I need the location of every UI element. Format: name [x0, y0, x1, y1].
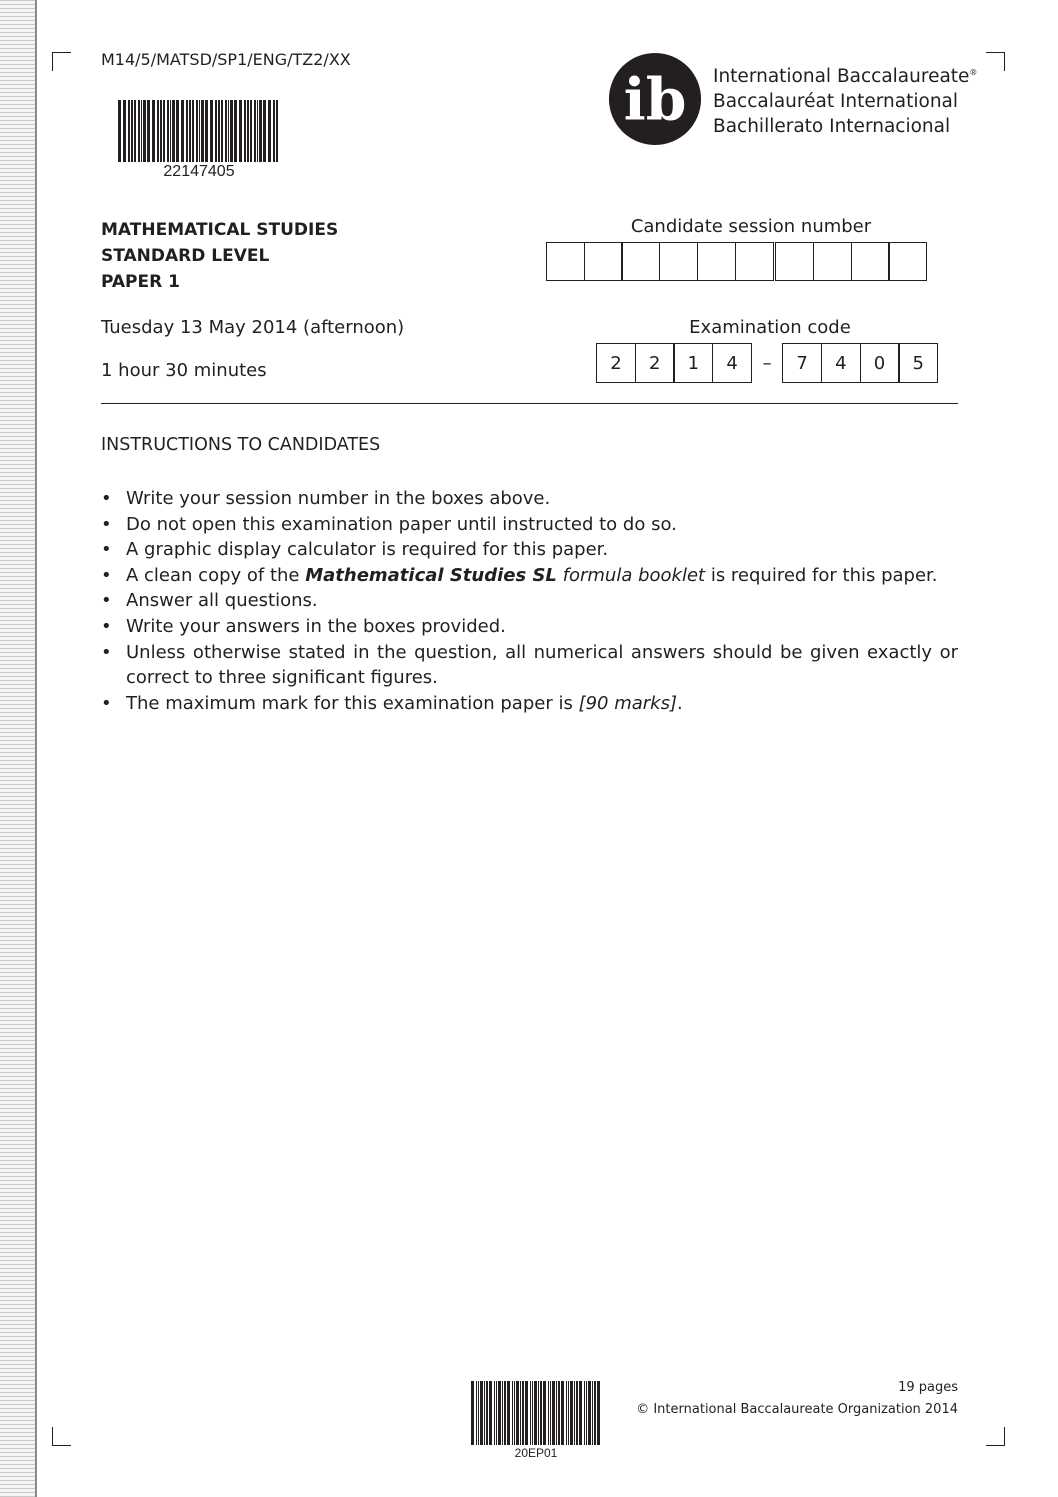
max-marks: [90 marks] [578, 692, 677, 714]
barcode-bar [176, 100, 179, 162]
barcode-bar [570, 1381, 573, 1445]
barcode-bar [215, 100, 217, 162]
barcode-bar [234, 100, 237, 162]
subject-block [101, 217, 338, 295]
session-digit-box[interactable] [546, 242, 585, 281]
barcode-bar [480, 1381, 483, 1445]
registered-mark: ® [969, 68, 978, 77]
organization-name-french: Baccalauréat International [713, 91, 959, 113]
barcode-bar [170, 100, 171, 162]
barcode-bar [221, 100, 223, 162]
barcode-bar [199, 100, 200, 162]
exam-code-separator: – [762, 352, 772, 374]
exam-code-digit: 5 [898, 343, 938, 383]
crop-mark-bottom-left [52, 1427, 71, 1446]
barcode-bar [167, 100, 169, 162]
candidate-session-boxes [546, 242, 926, 281]
barcode-bar [225, 100, 227, 162]
session-digit-box[interactable] [851, 242, 890, 281]
barcode-bar [574, 1381, 575, 1445]
instruction-item: • Do not open this examination paper until instructed to do so. [101, 512, 958, 538]
barcode-bar [514, 1381, 515, 1445]
barcode-bar [540, 1381, 542, 1445]
top-barcode [118, 100, 280, 162]
exam-code-digit: 4 [821, 343, 861, 383]
exam-code-digit: 1 [673, 343, 713, 383]
barcode-bar [141, 100, 142, 162]
paper-reference: M14/5/MATSD/SP1/ENG/TZ2/XX [101, 50, 351, 69]
barcode-bar [250, 100, 252, 162]
exam-code-digit: 2 [635, 343, 675, 383]
barcode-bar [131, 100, 133, 162]
examination-code-boxes [596, 343, 937, 383]
barcode-bar [189, 100, 191, 162]
barcode-bar [561, 1381, 564, 1445]
barcode-bar [276, 100, 278, 162]
instruction-item: • Write your session number in the boxes above. [101, 486, 958, 512]
session-digit-box[interactable] [813, 242, 852, 281]
subject-name: MATHEMATICAL STUDIES [101, 220, 339, 240]
crop-mark-bottom-right [986, 1427, 1005, 1446]
barcode-bar [230, 100, 233, 162]
barcode-bar [543, 1381, 546, 1445]
barcode-bar [532, 1381, 533, 1445]
barcode-bar [584, 1381, 585, 1445]
session-digit-box[interactable] [735, 242, 774, 281]
barcode-bar [525, 1381, 528, 1445]
barcode-bar [138, 100, 140, 162]
barcode-bar [471, 1381, 474, 1445]
barcode-bar [522, 1381, 524, 1445]
organization-name-english: International Baccalaureate® [713, 66, 978, 88]
barcode-bar [244, 100, 246, 162]
barcode-bar [498, 1381, 501, 1445]
barcode-bar [484, 1381, 485, 1445]
organization-names [713, 60, 977, 139]
barcode-bar [534, 1381, 537, 1445]
exam-code-digit: 7 [782, 343, 822, 383]
barcode-bar [163, 100, 165, 162]
copyright: © International Baccalaureate Organization 2014 [636, 1402, 958, 1417]
barcode-bar [558, 1381, 560, 1445]
bottom-barcode-number: 20EP01 [514, 1446, 558, 1460]
barcode-bar [254, 100, 256, 162]
barcode-bar [588, 1381, 591, 1445]
barcode-bar [147, 100, 150, 162]
barcode-bar [172, 100, 175, 162]
barcode-bar [152, 100, 155, 162]
barcode-bar [486, 1381, 488, 1445]
session-digit-box[interactable] [584, 242, 623, 281]
instruction-item: • Write your answers in the boxes provided. [101, 614, 958, 640]
barcode-bar [123, 100, 126, 162]
barcode-bar [192, 100, 194, 162]
instruction-item-max-mark: • The maximum mark for this examination paper is [90 marks]. [101, 691, 958, 717]
horizontal-divider [101, 403, 958, 404]
barcode-bar [507, 1381, 510, 1445]
ib-logo-letters: ib [623, 64, 687, 134]
barcode-bar [496, 1381, 497, 1445]
instruction-item: • Unless otherwise stated in the question, all numerical answers should be given exactly or correct to three significant figures. [101, 640, 958, 691]
session-digit-box[interactable] [888, 242, 927, 281]
barcode-bar [538, 1381, 539, 1445]
barcode-bar [157, 100, 159, 162]
margin-strip [0, 0, 37, 1497]
ib-logo [608, 52, 702, 146]
barcode-bar [143, 100, 146, 162]
barcode-bar [597, 1381, 600, 1445]
session-digit-box[interactable] [659, 242, 698, 281]
page-count: 19 pages [898, 1380, 958, 1395]
barcode-bar [160, 100, 162, 162]
subject-paper: PAPER 1 [101, 272, 180, 292]
instructions-heading: INSTRUCTIONS TO CANDIDATES [101, 435, 381, 455]
barcode-bar [516, 1381, 519, 1445]
bottom-barcode [471, 1381, 601, 1445]
exam-code-digit: 4 [712, 343, 752, 383]
barcode-bar [504, 1381, 506, 1445]
session-digit-box[interactable] [621, 242, 660, 281]
barcode-bar [586, 1381, 587, 1445]
instruction-item-formula-booklet: • A clean copy of the Mathematical Studies SL formula booklet is required for this paper. [101, 563, 958, 589]
instruction-item: • Answer all questions. [101, 588, 958, 614]
barcode-bar [548, 1381, 549, 1445]
barcode-bar [592, 1381, 593, 1445]
barcode-bar [273, 100, 275, 162]
barcode-bar [263, 100, 266, 162]
barcode-bar [186, 100, 188, 162]
barcode-bar [181, 100, 184, 162]
barcode-bar [550, 1381, 551, 1445]
barcode-bar [530, 1381, 531, 1445]
barcode-bar [566, 1381, 567, 1445]
organization-name-spanish: Bachillerato Internacional [713, 116, 951, 138]
top-barcode-number: 22147405 [163, 163, 235, 180]
barcode-bar [568, 1381, 569, 1445]
barcode-bar [239, 100, 242, 162]
barcode-bar [196, 100, 198, 162]
barcode-bar [489, 1381, 492, 1445]
barcode-bar [205, 100, 208, 162]
session-digit-box[interactable] [697, 242, 736, 281]
barcode-bar [268, 100, 271, 162]
crop-mark-top-right [986, 52, 1005, 71]
instructions-list [101, 486, 958, 716]
barcode-bar [494, 1381, 495, 1445]
exam-duration: 1 hour 30 minutes [101, 360, 267, 381]
barcode-bar [247, 100, 249, 162]
exam-date: Tuesday 13 May 2014 (afternoon) [101, 317, 405, 338]
exam-code-digit: 2 [596, 343, 636, 383]
crop-mark-top-left [52, 52, 71, 71]
barcode-bar [134, 100, 136, 162]
barcode-bar [552, 1381, 555, 1445]
barcode-bar [576, 1381, 578, 1445]
barcode-bar [228, 100, 229, 162]
barcode-bar [257, 100, 258, 162]
barcode-bar [556, 1381, 557, 1445]
barcode-bar [128, 100, 130, 162]
barcode-bar [218, 100, 220, 162]
booklet-subject: Mathematical Studies SL [305, 564, 557, 586]
barcode-bar [118, 100, 121, 162]
barcode-bar [210, 100, 213, 162]
barcode-bar [579, 1381, 582, 1445]
session-digit-box[interactable] [775, 242, 814, 281]
booklet-name: formula booklet [562, 564, 706, 586]
subject-level: STANDARD LEVEL [101, 246, 270, 266]
examination-code-label: Examination code [689, 317, 851, 338]
candidate-session-label: Candidate session number [630, 216, 872, 237]
exam-code-digit: 0 [860, 343, 900, 383]
barcode-bar [594, 1381, 596, 1445]
instruction-item: • A graphic display calculator is required for this paper. [101, 537, 958, 563]
barcode-bar [478, 1381, 479, 1445]
barcode-bar [502, 1381, 503, 1445]
barcode-bar [512, 1381, 513, 1445]
barcode-bar [259, 100, 262, 162]
barcode-bar [201, 100, 204, 162]
barcode-bar [476, 1381, 477, 1445]
barcode-bar [520, 1381, 521, 1445]
